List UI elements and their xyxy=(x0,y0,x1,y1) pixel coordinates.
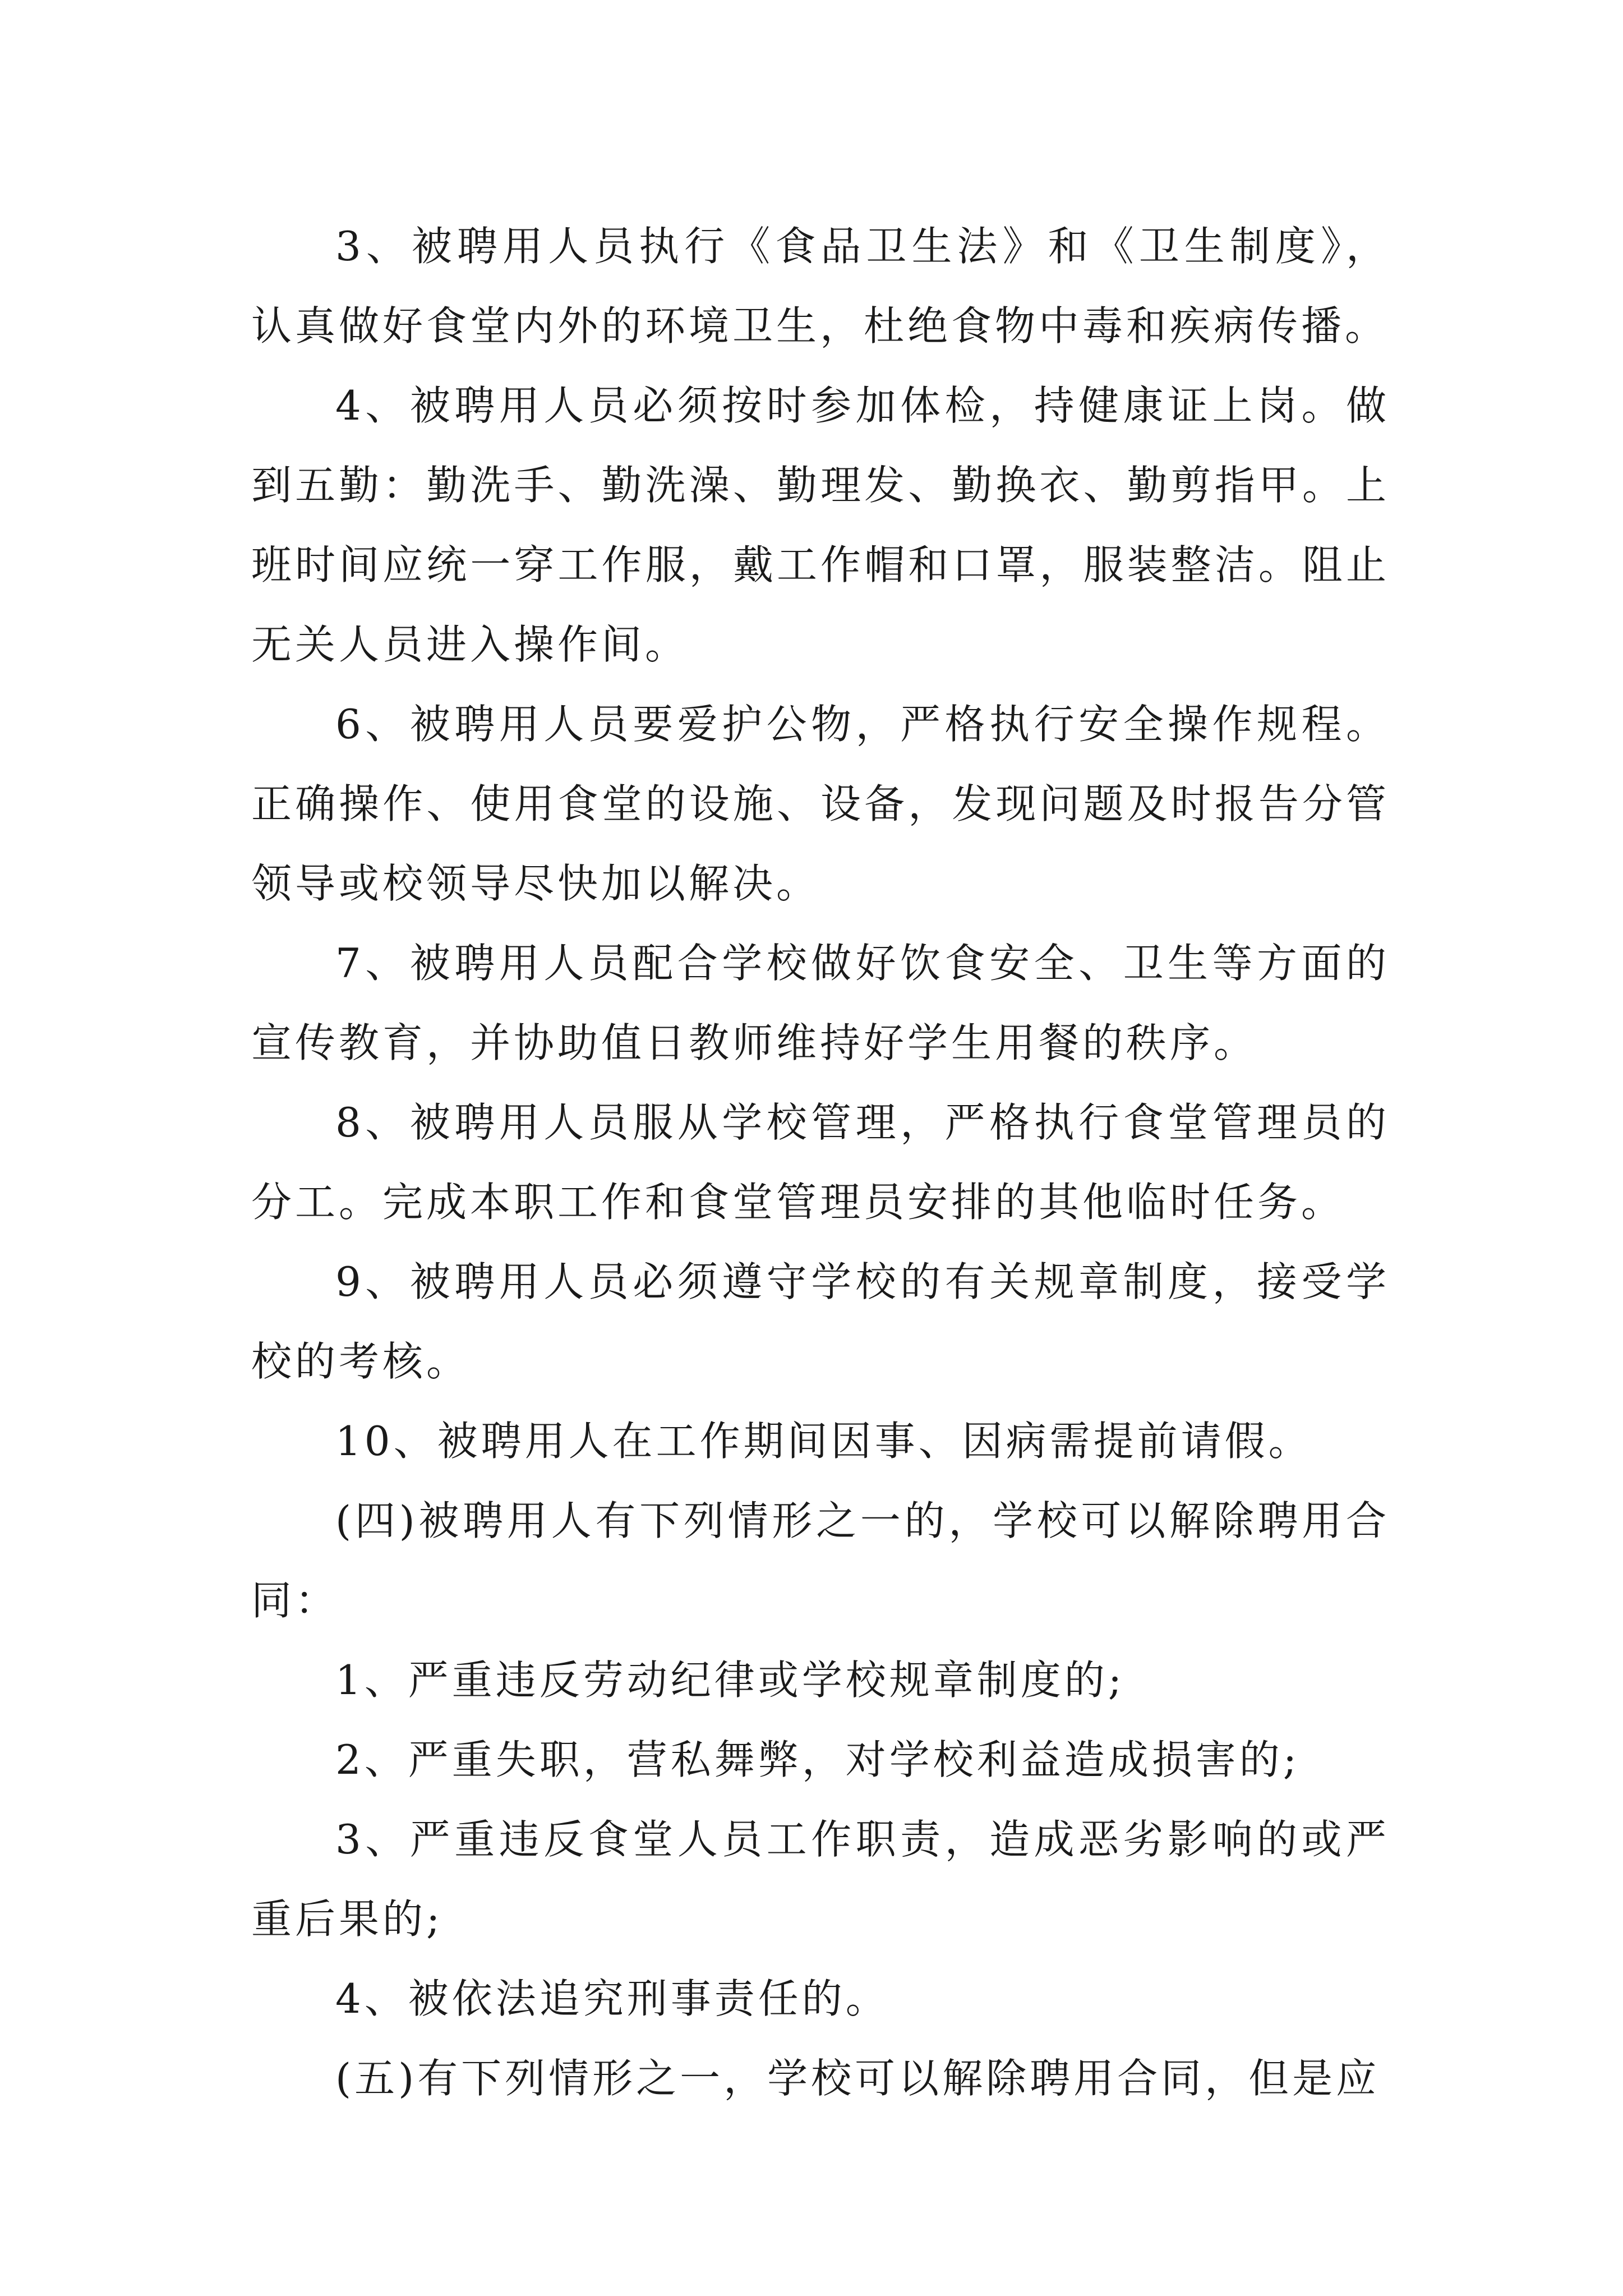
list-item-2: 2、严重失职，营私舞弊，对学校利益造成损害的; xyxy=(335,1736,1301,1783)
section-heading-4: (四)被聘用人有下列情形之一的，学校可以解除聘用合同： xyxy=(251,1497,1390,1624)
paragraph-item-4: 4、被聘用人员必须按时参加体检，持健康证上岗。做到五勤：勤洗手、勤洗澡、勤理发、勤换衣、勤剪指甲。上班时间应统一穿工作服，戴工作帽和口罩，服装整洁。阻止无关人员进入操作间。 xyxy=(251,382,1390,668)
list-item-1: 1、严重违反劳动纪律或学校规章制度的; xyxy=(335,1657,1126,1704)
paragraph-item-8: 8、被聘用人员服从学校管理，严格执行食堂管理员的分工。完成本职工作和食堂管理员安排的其他临时任务。 xyxy=(251,1099,1390,1226)
paragraph-item-10: 10、被聘用人在工作期间因事、因病需提前请假。 xyxy=(335,1418,1312,1465)
list-item-4: 4、被依法追究刑事责任的。 xyxy=(335,1975,889,2022)
paragraph-item-3: 3、被聘用人员执行《食品卫生法》和《卫生制度》，认真做好食堂内外的环境卫生，杜绝食物中毒和疾病传播。 xyxy=(251,223,1390,349)
paragraph-item-9: 9、被聘用人员必须遵守学校的有关规章制度，接受学校的考核。 xyxy=(251,1258,1390,1385)
paragraph-item-7: 7、被聘用人员配合学校做好饮食安全、卫生等方面的宣传教育，并协助值日教师维持好学生用餐的秩序。 xyxy=(251,940,1390,1066)
document-body xyxy=(251,206,1390,2118)
paragraph-item-6: 6、被聘用人员要爱护公物，严格执行安全操作规程。正确操作、使用食堂的设施、设备，发现问题及时报告分管领导或校领导尽快加以解决。 xyxy=(251,701,1390,907)
section-heading-5: (五)有下列情形之一，学校可以解除聘用合同，但是应 xyxy=(335,2055,1380,2102)
list-item-3: 3、严重违反食堂人员工作职责，造成恶劣影响的或严重后果的; xyxy=(251,1816,1390,1943)
